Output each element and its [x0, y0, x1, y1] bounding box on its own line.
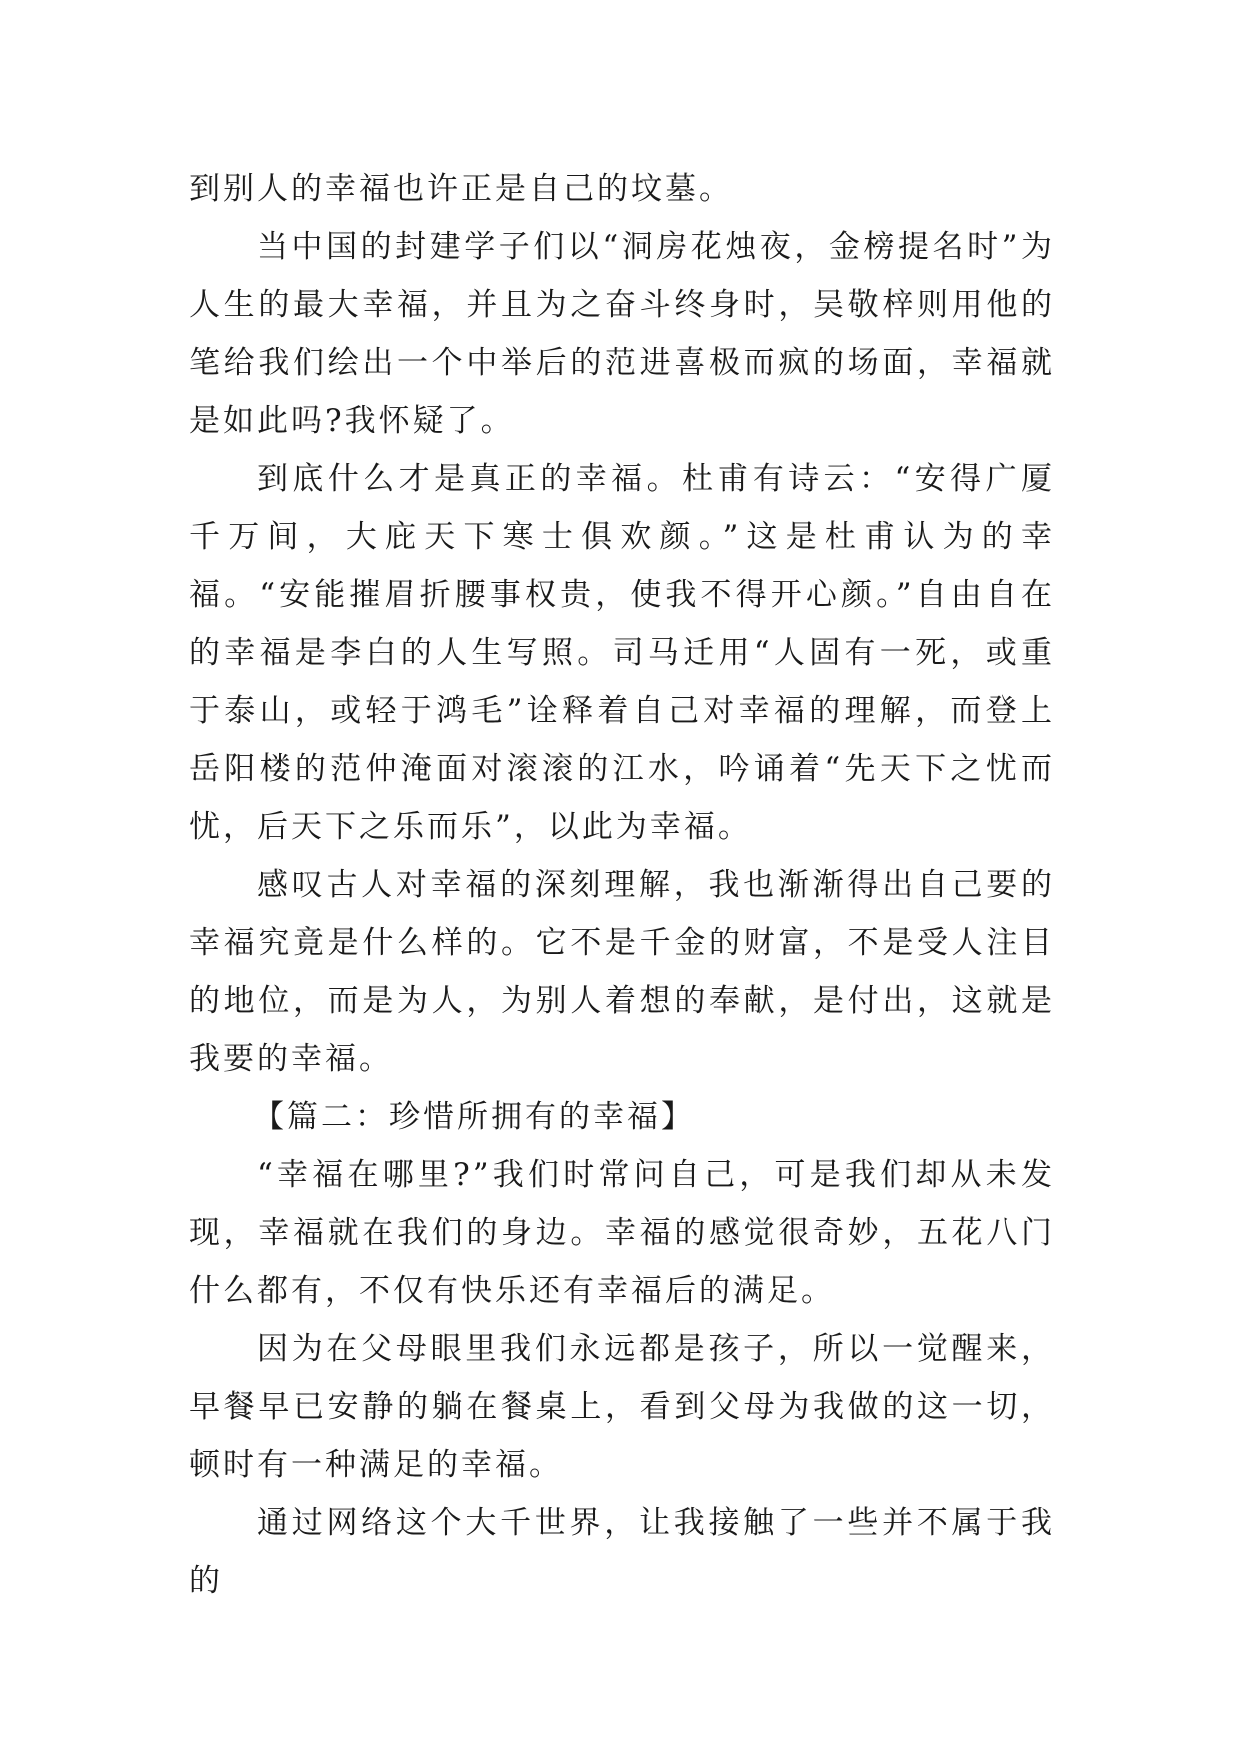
document-body [189, 160, 1055, 1610]
paragraph-internet: 通过网络这个大千世界，让我接触了一些并不属于我的 [189, 1505, 1055, 1599]
paragraph-continuation: 到别人的幸福也许正是自己的坟墓。 [189, 171, 733, 207]
section-heading: 【篇二：珍惜所拥有的幸福】 [253, 1099, 695, 1135]
paragraph-fan-jin: 当中国的封建学子们以“洞房花烛夜，金榜提名时”为人生的最大幸福，并且为之奋斗终身时，吴敬梓则用他的笔给我们绘出一个中举后的范进喜极而疯的场面，幸福就是如此吗?我怀疑了。 [189, 229, 1055, 439]
paragraph-my-happiness: 感叹古人对幸福的深刻理解，我也渐渐得出自己要的幸福究竟是什么样的。它不是千金的财富，不是受人注目的地位，而是为人，为别人着想的奉献，是付出，这就是我要的幸福。 [189, 867, 1055, 1077]
paragraph-ancient-poets: 到底什么才是真正的幸福。杜甫有诗云：“安得广厦千万间，大庇天下寒士俱欢颜。”这是杜甫认为的幸福。“安能摧眉折腰事权贵，使我不得开心颜。”自由自在的幸福是李白的人生写照。司马迁用“人固有一死，或重于泰山，或轻于鸿毛”诠释着自己对幸福的理解，而登上岳阳楼的范仲淹面对滚滚的江水，吟诵着“先天下之忧而忧，后天下之乐而乐”，以此为幸福。 [189, 461, 1055, 845]
paragraph-where-is-happiness: “幸福在哪里?”我们时常问自己，可是我们却从未发现，幸福就在我们的身边。幸福的感觉很奇妙，五花八门什么都有，不仅有快乐还有幸福后的满足。 [189, 1157, 1055, 1309]
paragraph-parents: 因为在父母眼里我们永远都是孩子，所以一觉醒来，早餐早已安静的躺在餐桌上，看到父母为我做的这一切，顿时有一种满足的幸福。 [189, 1331, 1055, 1483]
